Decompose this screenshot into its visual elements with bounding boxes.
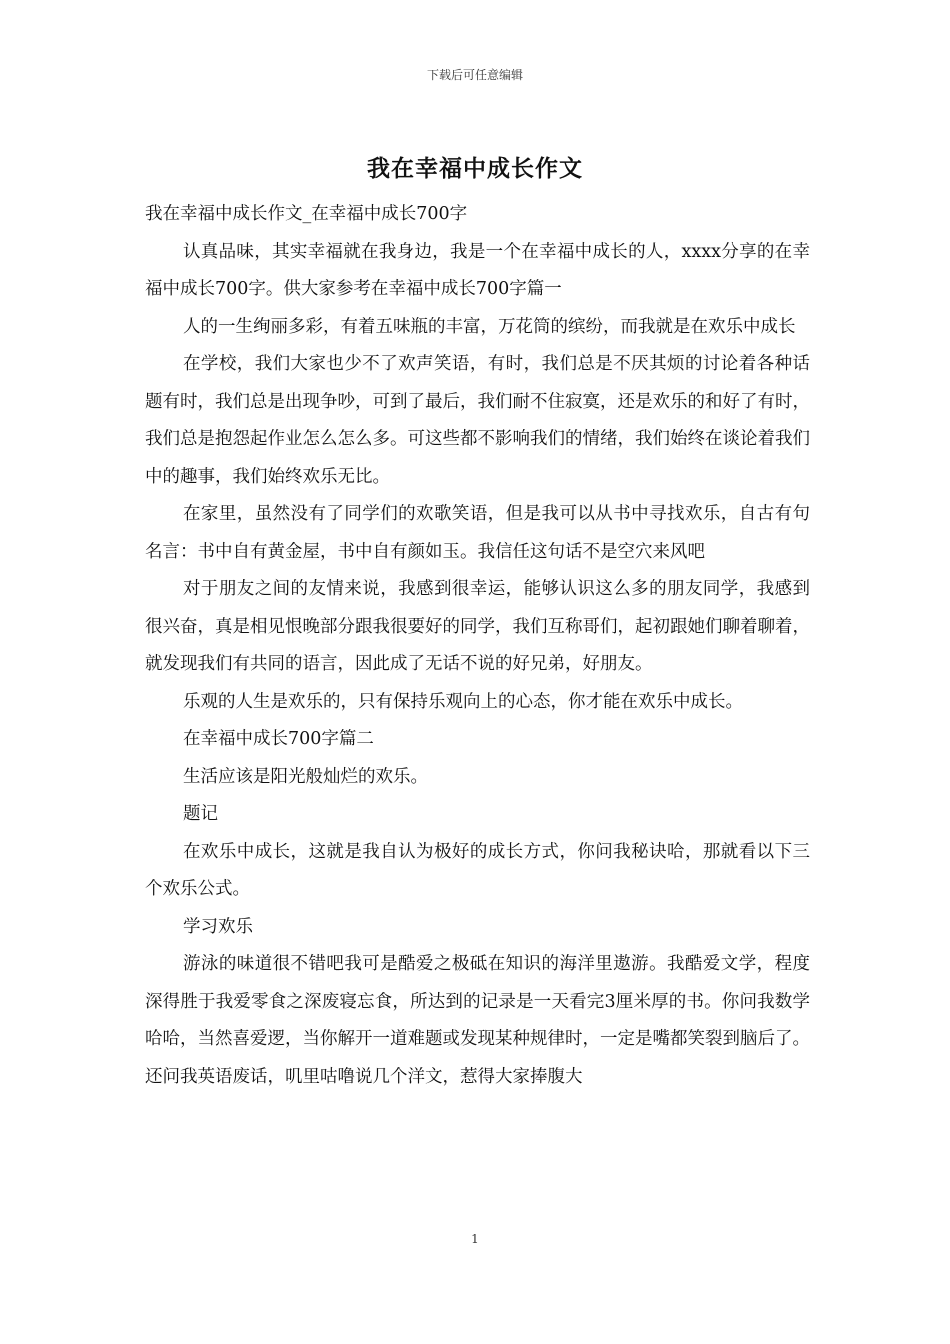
paragraph: 乐观的人生是欢乐的，只有保持乐观向上的心态，你才能在欢乐中成长。 (183, 691, 743, 712)
page-number: 1 (471, 1232, 479, 1246)
paragraph: 对于朋友之间的友情来说，我感到很幸运，能够认识这么多的朋友同学，我感到很兴奋，真是相见恨晚部分跟我很要好的同学，我们互称哥们，起初跟她们聊着聊着，就发现我们有共同的语言，因此成了无话不说的好兄弟，好朋友。 (145, 579, 810, 674)
page-header: 下载后可任意编辑 (426, 68, 523, 82)
paragraph: 认真品味，其实幸福就在我身边，我是一个在幸福中成长的人，xxxx分享的在幸福中成长700字。供大家参考在幸福中成长700字篇一 (145, 241, 810, 299)
paragraph: 游泳的味道很不错吧我可是酷爱之极砥在知识的海洋里遨游。我酷爱文学，程度深得胜于我爱零食之深废寝忘食，所达到的记录是一天看完3厘米厚的书。你问我数学哈哈，当然喜爱逻，当你解开一道难题或发现某种规律时，一定是嘴都笑裂到脑后了。还问我英语废话，叽里咕噜说几个洋文，惹得大家捧腹大 (145, 954, 810, 1087)
section-heading: 在幸福中成长700字篇二 (183, 729, 374, 749)
paragraph: 在欢乐中成长，这就是我自认为极好的成长方式，你问我秘诀哈，那就看以下三个欢乐公式。 (145, 841, 810, 899)
paragraph: 我在幸福中成长作文_在幸福中成长700字 (145, 204, 468, 224)
paragraph: 生活应该是阳光般灿烂的欢乐。 (183, 766, 428, 787)
paragraph: 人的一生绚丽多彩，有着五味瓶的丰富，万花筒的缤纷，而我就是在欢乐中成长 (183, 316, 796, 337)
document-title: 我在幸福中成长作文 (367, 155, 583, 182)
paragraph: 在家里，虽然没有了同学们的欢歌笑语，但是我可以从书中寻找欢乐，自古有句名言：书中自有黄金屋，书中自有颜如玉。我信任这句话不是空穴来风吧 (145, 504, 810, 562)
paragraph: 在学校，我们大家也少不了欢声笑语，有时，我们总是不厌其烦的讨论着各种话题有时，我们总是出现争吵，可到了最后，我们耐不住寂寞，还是欢乐的和好了有时，我们总是抱怨起作业怎么怎么多。可这些都不影响我们的情绪，我们始终在谈论着我们中的趣事，我们始终欢乐无比。 (145, 354, 810, 487)
document-body (145, 196, 810, 1096)
paragraph: 学习欢乐 (183, 916, 253, 937)
paragraph: 题记 (183, 804, 218, 824)
